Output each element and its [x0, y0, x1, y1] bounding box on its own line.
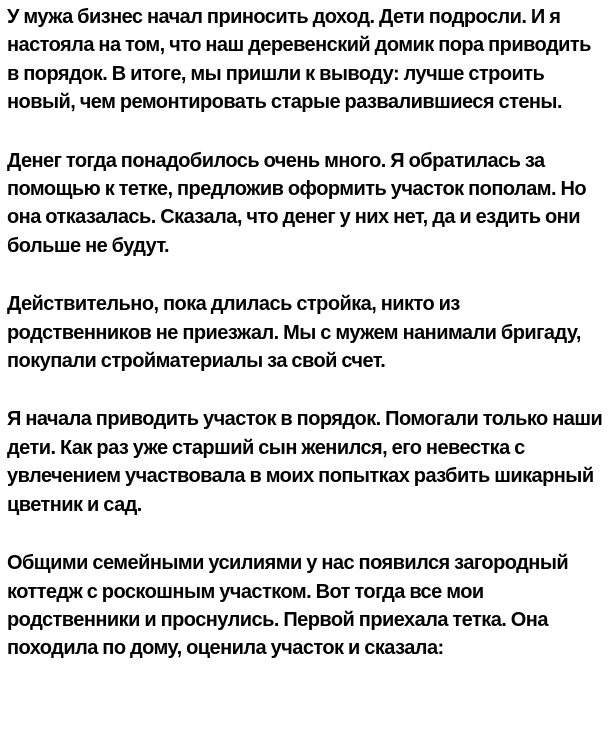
paragraph-4: Я начала приводить участок в порядок. Помогали только наши дети. Как раз уже старший сын женился, его невестка с увлечением участвовала в моих попытках разбить шикарный цветник и сад. — [7, 408, 603, 516]
paragraph-3: Действительно, пока длилась стройка, никто из родственников не приезжал. Мы с мужем нанимали бригаду, покупали стройматериалы за свой счет. — [7, 293, 581, 373]
paragraph-5: Общими семейными усилиями у нас появился загородный коттедж с роскошным участком. Вот тогда все мои родственники и проснулись. Первой приехала тетка. Она походила по дому, оценила участок и сказала: — [7, 552, 569, 660]
paragraph-2: Денег тогда понадобилось очень много. Я обратилась за помощью к тетке, предложив оформить участок пополам. Но она отказалась. Сказала, что денег у них нет, да и ездить они больше не будут. — [7, 149, 587, 257]
article-body — [7, 3, 603, 693]
paragraph-1: У мужа бизнес начал приносить доход. Дети подросли. И я настояла на том, что наш деревенский домик пора приводить в порядок. В итоге, мы пришли к выводу: лучше строить новый, чем ремонтировать старые развалившиеся стены. — [7, 6, 591, 114]
